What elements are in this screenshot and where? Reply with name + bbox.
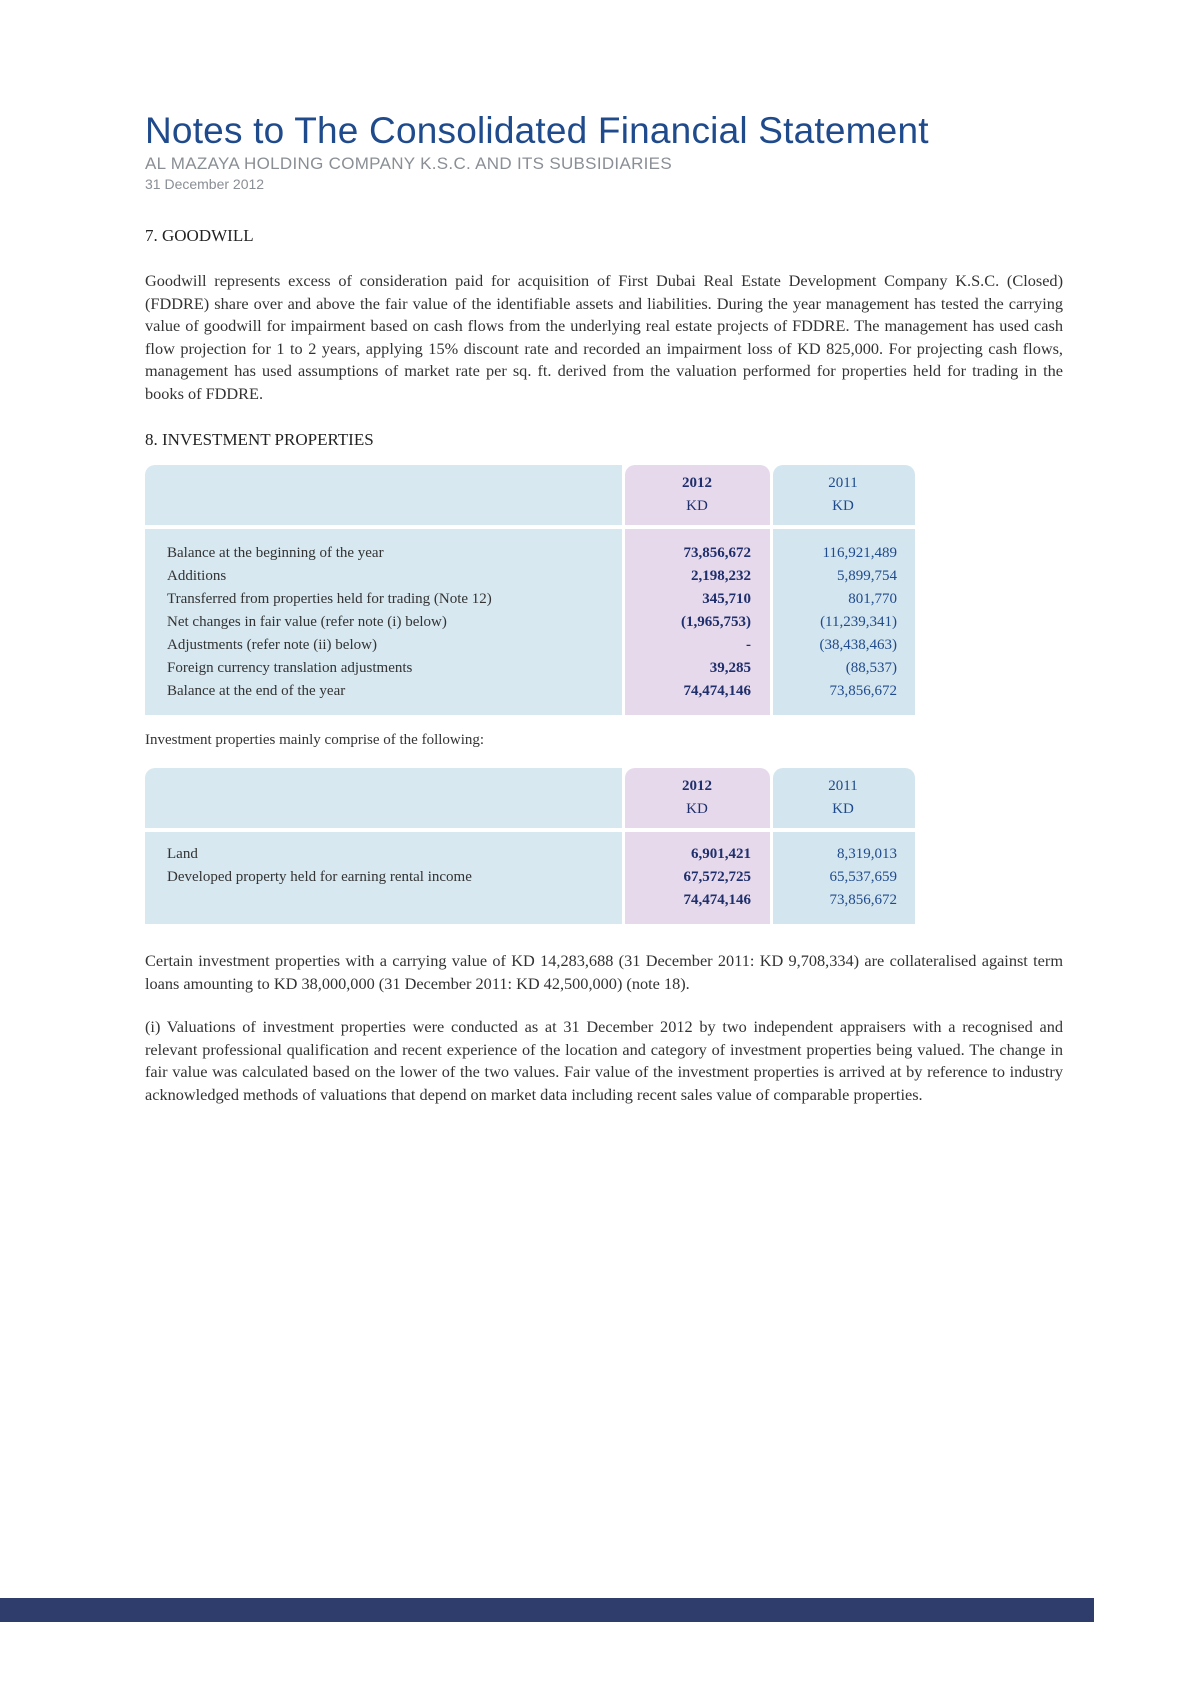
table-cell-2011: 65,537,659: [829, 869, 897, 885]
table-row-label: Balance at the end of the year: [167, 683, 346, 699]
table-cell-2012: 2,198,232: [691, 568, 751, 584]
table-cell-2011: 116,921,489: [822, 545, 897, 561]
comprise-caption: Investment properties mainly comprise of the following:: [145, 732, 485, 748]
statement-date: 31 December 2012: [145, 176, 265, 192]
table-cell-2012: -: [746, 637, 751, 653]
table-cell-2012-total: 74,474,146: [683, 892, 751, 908]
table-row-label: Adjustments (refer note (ii) below): [167, 637, 377, 653]
table-cell-2012: 6,901,421: [691, 846, 751, 862]
table-cell-2012: 39,285: [709, 660, 751, 676]
table-cell-2011: 801,770: [848, 591, 897, 607]
investment-movement-table: [145, 465, 915, 715]
table-cell-2011-total: 73,856,672: [829, 892, 897, 908]
table-row-label: Foreign currency translation adjustments: [167, 660, 413, 676]
table-row-label: Additions: [167, 568, 227, 584]
table-cell-2012: (1,965,753): [681, 614, 751, 630]
goodwill-heading: 7. GOODWILL: [145, 226, 254, 245]
table-row-label: Net changes in fair value (refer note (i) below): [167, 614, 447, 630]
table-cell-2011: 8,319,013: [837, 846, 897, 862]
col-2011-header: 2011 KD: [828, 778, 858, 817]
table-cell-2011: 73,856,672: [829, 683, 897, 699]
table-cell-2012: 345,710: [702, 591, 751, 607]
valuation-note-paragraph: (i) Valuations of investment properties were conducted as at 31 December 2012 by two independent appraisers with a recognised and relevant professional qualification and recent experience of the location and category of investment properties being valued. The change in fair value was calculated based on the lower of the two values. Fair value of the investment properties is arrived at by reference to industry acknowledged methods of valuations that depend on market data including recent sales value of comparable properties.: [145, 1017, 1063, 1104]
goodwill-paragraph: Goodwill represents excess of consideration paid for acquisition of First Dubai Real Estate Development Company K.S.C. (Closed) (FDDRE) share over and above the fair value of the identifiable assets and liabilities. During the year management has tested the carrying value of goodwill for impairment based on cash flows from the underlying real estate projects of FDDRE. The management has used cash flow projection for 1 to 2 years, applying 15% discount rate and recorded an impairment loss of KD 825,000. For projecting cash flows, management has used assumptions of market rate per sq. ft. derived from the valuation performed for properties held for trading in the books of FDDRE.: [145, 271, 1063, 403]
table-row-label: Developed property held for earning rental income: [167, 869, 472, 885]
table-row-label: Land: [167, 846, 198, 862]
col-2011-header: 2011 KD: [828, 475, 858, 514]
table-header-label-cell: [145, 768, 622, 828]
investment-composition-table: [145, 768, 915, 924]
table-cell-2012: 74,474,146: [683, 683, 751, 699]
table-cell-2011: 5,899,754: [837, 568, 897, 584]
table-row-label: Balance at the beginning of the year: [167, 545, 384, 561]
col-2012-header: 2012 KD: [682, 778, 712, 817]
table-cell-2012: 67,572,725: [683, 869, 751, 885]
col-2012-header: 2012 KD: [682, 475, 712, 514]
table-cell-2012: 73,856,672: [683, 545, 751, 561]
table-cell-2011: (38,438,463): [819, 637, 897, 653]
table-cell-2011: (11,239,341): [820, 614, 897, 630]
page-title: Notes to The Consolidated Financial Statement: [145, 110, 929, 151]
company-name: AL MAZAYA HOLDING COMPANY K.S.C. AND ITS SUBSIDIARIES: [145, 154, 672, 173]
investment-properties-heading: 8. INVESTMENT PROPERTIES: [145, 430, 374, 449]
table-row-label: Transferred from properties held for trading (Note 12): [167, 591, 492, 607]
footer-bar: [0, 1598, 1094, 1622]
collateral-paragraph: Certain investment properties with a carrying value of KD 14,283,688 (31 December 2011: KD 9,708,334) are collateralised against term loans amounting to KD 38,000,000 (31 December 2011: KD 42,500,000) (note 18).: [145, 951, 1063, 993]
table-cell-2011: (88,537): [845, 660, 897, 676]
table-header-label-cell: [145, 465, 622, 525]
